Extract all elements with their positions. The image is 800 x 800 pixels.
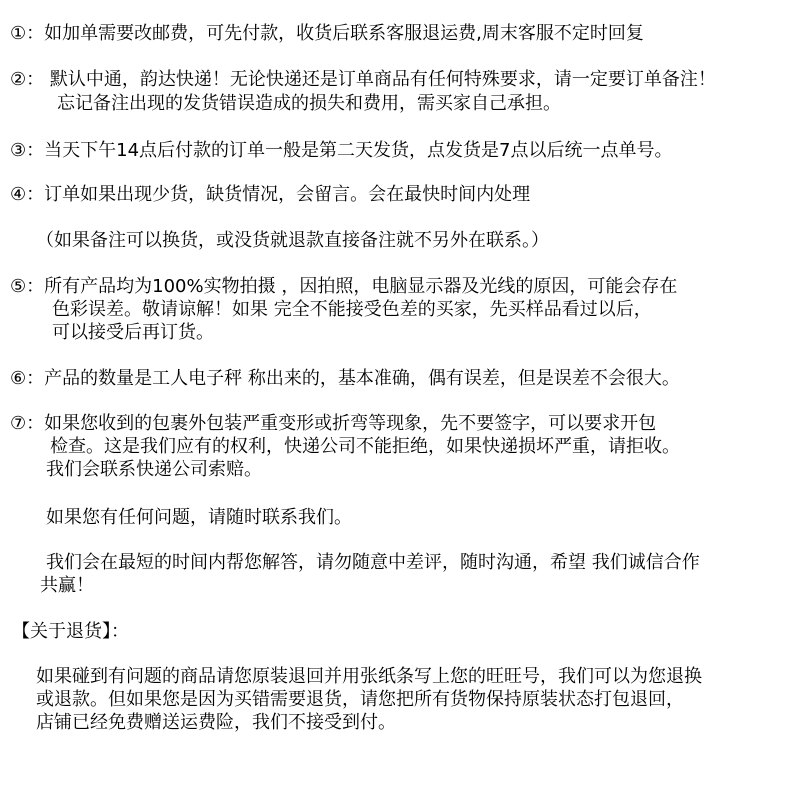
reply-line-1: 我们会在最短的时间内帮您解答，请勿随意中差评，随时沟通，希望 我们诚信合作 <box>46 552 700 573</box>
notice-item-3: ③：当天下午14点后付款的订单一般是第二天发货，点发货是7点以后统一点单号。 <box>10 140 673 161</box>
returns-line-2: 或退款。但如果您是因为买错需要退货，请您把所有货物保持原装状态打包退回， <box>36 689 684 710</box>
notice-item-7-line-3: 我们会联系快递公司索赔。 <box>46 459 262 480</box>
notice-item-2-line-1: ②： 默认中通，韵达快递！无论快递还是订单商品有任何特殊要求，请一定要订单备注！ <box>10 69 716 90</box>
reply-line-2: 共赢！ <box>40 575 94 596</box>
notice-item-7-line-1: ⑦：如果您收到的包裹外包装严重变形或折弯等现象，先不要签字，可以要求开包 <box>10 413 657 434</box>
notice-item-1: ①：如加单需要改邮费，可先付款，收货后联系客服退运费,周末客服不定时回复 <box>10 23 644 44</box>
contact-line: 如果您有任何问题，请随时联系我们。 <box>46 507 352 528</box>
returns-line-3: 店铺已经免费赠送运费险，我们不接受到付。 <box>36 712 396 733</box>
notice-item-7-line-2: 检查。这是我们应有的权利，快递公司不能拒绝，如果快递损坏严重，请拒收。 <box>50 436 680 457</box>
notice-item-2-line-2: 忘记备注出现的发货错误造成的损失和费用，需买家自己承担。 <box>57 93 561 114</box>
notice-item-4: ④：订单如果出现少货，缺货情况，会留言。会在最快时间内处理 <box>10 184 531 205</box>
notice-item-5-line-1: ⑤：所有产品均为100%实物拍摄 ，因拍照，电脑显示器及光线的原因，可能会存在 <box>10 276 678 297</box>
notice-item-5-line-2: 色彩误差。敬请谅解！如果 完全不能接受色差的买家，先买样品看过以后， <box>52 299 652 320</box>
returns-line-1: 如果碰到有问题的商品请您原装退回并用张纸条写上您的旺旺号，我们可以为您退换 <box>36 666 702 687</box>
notice-item-6: ⑥：产品的数量是工人电子秤 称出来的，基本准确，偶有误差，但是误差不会很大。 <box>10 368 680 389</box>
returns-heading: 【关于退货】： <box>12 621 129 642</box>
notice-item-4-note: （如果备注可以换货，或没货就退款直接备注就不另外在联系。） <box>36 230 549 251</box>
notice-item-5-line-3: 可以接受后再订货。 <box>52 322 214 343</box>
